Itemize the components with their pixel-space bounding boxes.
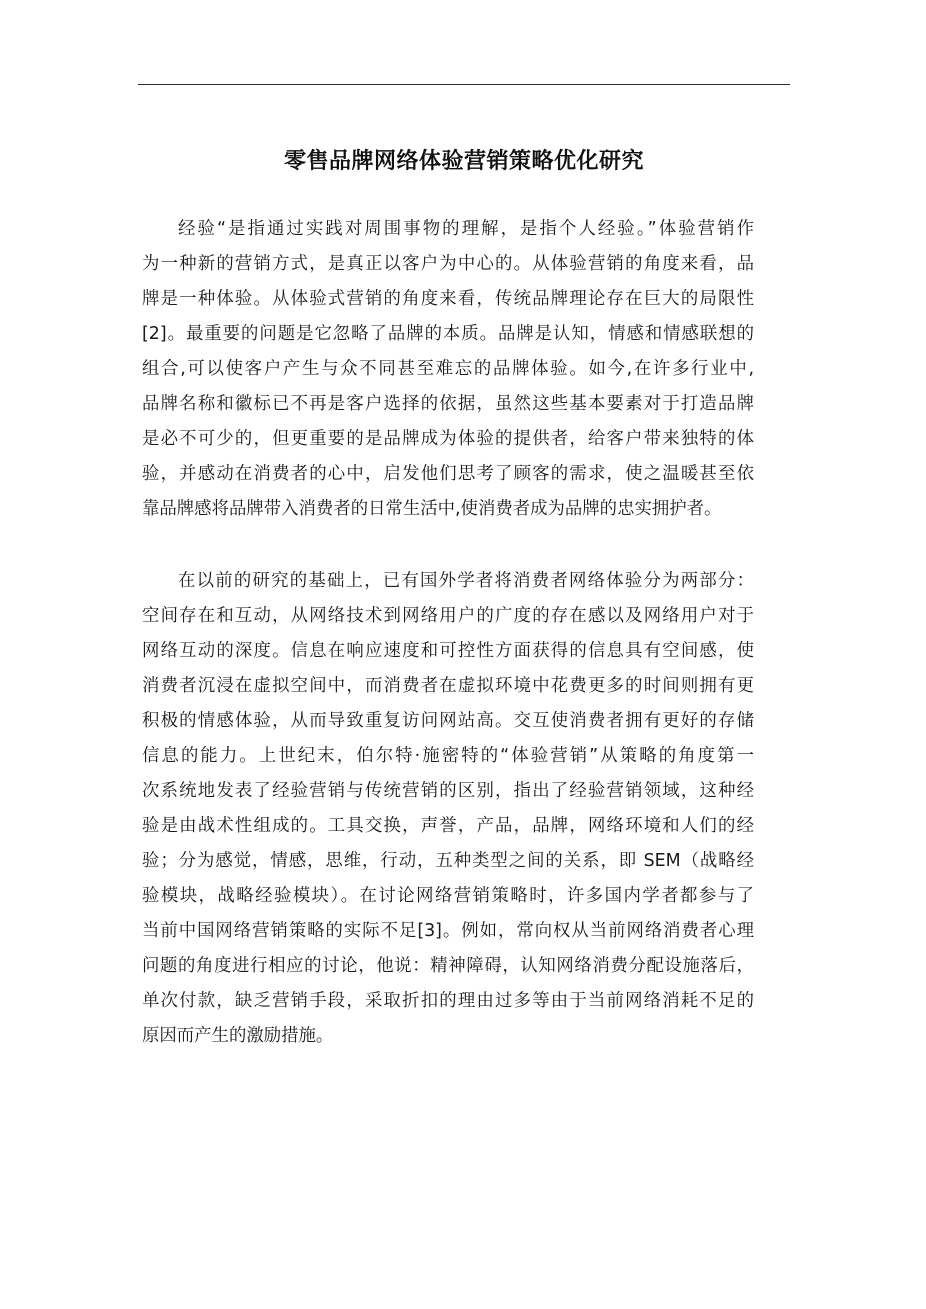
paragraph-line: 原因而产生的激励措施。 bbox=[142, 1026, 334, 1046]
paragraph-line: 信息的能力。上世纪末，伯尔特·施密特的“体验营销”从策略的角度第一 bbox=[142, 746, 754, 766]
paragraph-line: 牌是一种体验。从体验式营销的角度来看，传统品牌理论存在巨大的局限性 bbox=[142, 289, 754, 309]
paragraph-line: 为一种新的营销方式，是真正以客户为中心的。从体验营销的角度来看，品 bbox=[142, 254, 754, 274]
paragraph-line: 当前中国网络营销策略的实际不足[3]。例如，常向权从当前网络消费者心理 bbox=[142, 921, 754, 941]
paragraph-line: 次系统地发表了经验营销与传统营销的区别，指出了经验营销领域，这种经 bbox=[142, 781, 754, 801]
paragraph-line: 消费者沉浸在虚拟空间中，而消费者在虚拟环境中花费更多的时间则拥有更 bbox=[142, 676, 754, 696]
paragraph-line: 验是由战术性组成的。工具交换，声誉，产品，品牌，网络环境和人们的经 bbox=[142, 816, 754, 836]
paragraph-line: 网络互动的深度。信息在响应速度和可控性方面获得的信息具有空间感，使 bbox=[142, 641, 754, 661]
paragraph-line: 经验“是指通过实践对周围事物的理解，是指个人经验。”体验营销作 bbox=[178, 219, 754, 239]
paragraph-1 bbox=[142, 212, 754, 527]
paragraph-line: 问题的角度进行相应的讨论，他说：精神障碍，认知网络消费分配设施落后， bbox=[142, 956, 754, 976]
paragraph-line: 品牌名称和徽标已不再是客户选择的依据，虽然这些基本要素对于打造品牌 bbox=[142, 394, 754, 414]
paragraph-2 bbox=[142, 564, 754, 1054]
document-title: 零售品牌网络体验营销策略优化研究 bbox=[283, 149, 644, 174]
paragraph-line: 在以前的研究的基础上，已有国外学者将消费者网络体验分为两部分： bbox=[178, 571, 754, 591]
paragraph-line: 单次付款，缺乏营销手段，采取折扣的理由过多等由于当前网络消耗不足的 bbox=[142, 991, 754, 1011]
paragraph-line: 空间存在和互动，从网络技术到网络用户的广度的存在感以及网络用户对于 bbox=[142, 606, 754, 626]
paragraph-line: 靠品牌感将品牌带入消费者的日常生活中,使消费者成为品牌的忠实拥护者。 bbox=[142, 499, 722, 519]
paragraph-line: 验；分为感觉，情感，思维，行动，五种类型之间的关系，即 SEM（战略经 bbox=[142, 851, 754, 871]
paragraph-line: 验，并感动在消费者的心中，启发他们思考了顾客的需求，使之温暖甚至依 bbox=[142, 464, 754, 484]
paragraph-line: 积极的情感体验，从而导致重复访问网站高。交互使消费者拥有更好的存储 bbox=[142, 711, 754, 731]
paragraph-line: 验模块，战略经验模块）。在讨论网络营销策略时，许多国内学者都参与了 bbox=[142, 886, 754, 906]
paragraph-line: 组合,可以使客户产生与众不同甚至难忘的品牌体验。如今,在许多行业中, bbox=[142, 359, 754, 379]
header-rule bbox=[138, 84, 790, 85]
paragraph-line: 是必不可少的，但更重要的是品牌成为体验的提供者，给客户带来独特的体 bbox=[142, 429, 754, 449]
paragraph-line: [2]。最重要的问题是它忽略了品牌的本质。品牌是认知，情感和情感联想的 bbox=[142, 324, 754, 344]
